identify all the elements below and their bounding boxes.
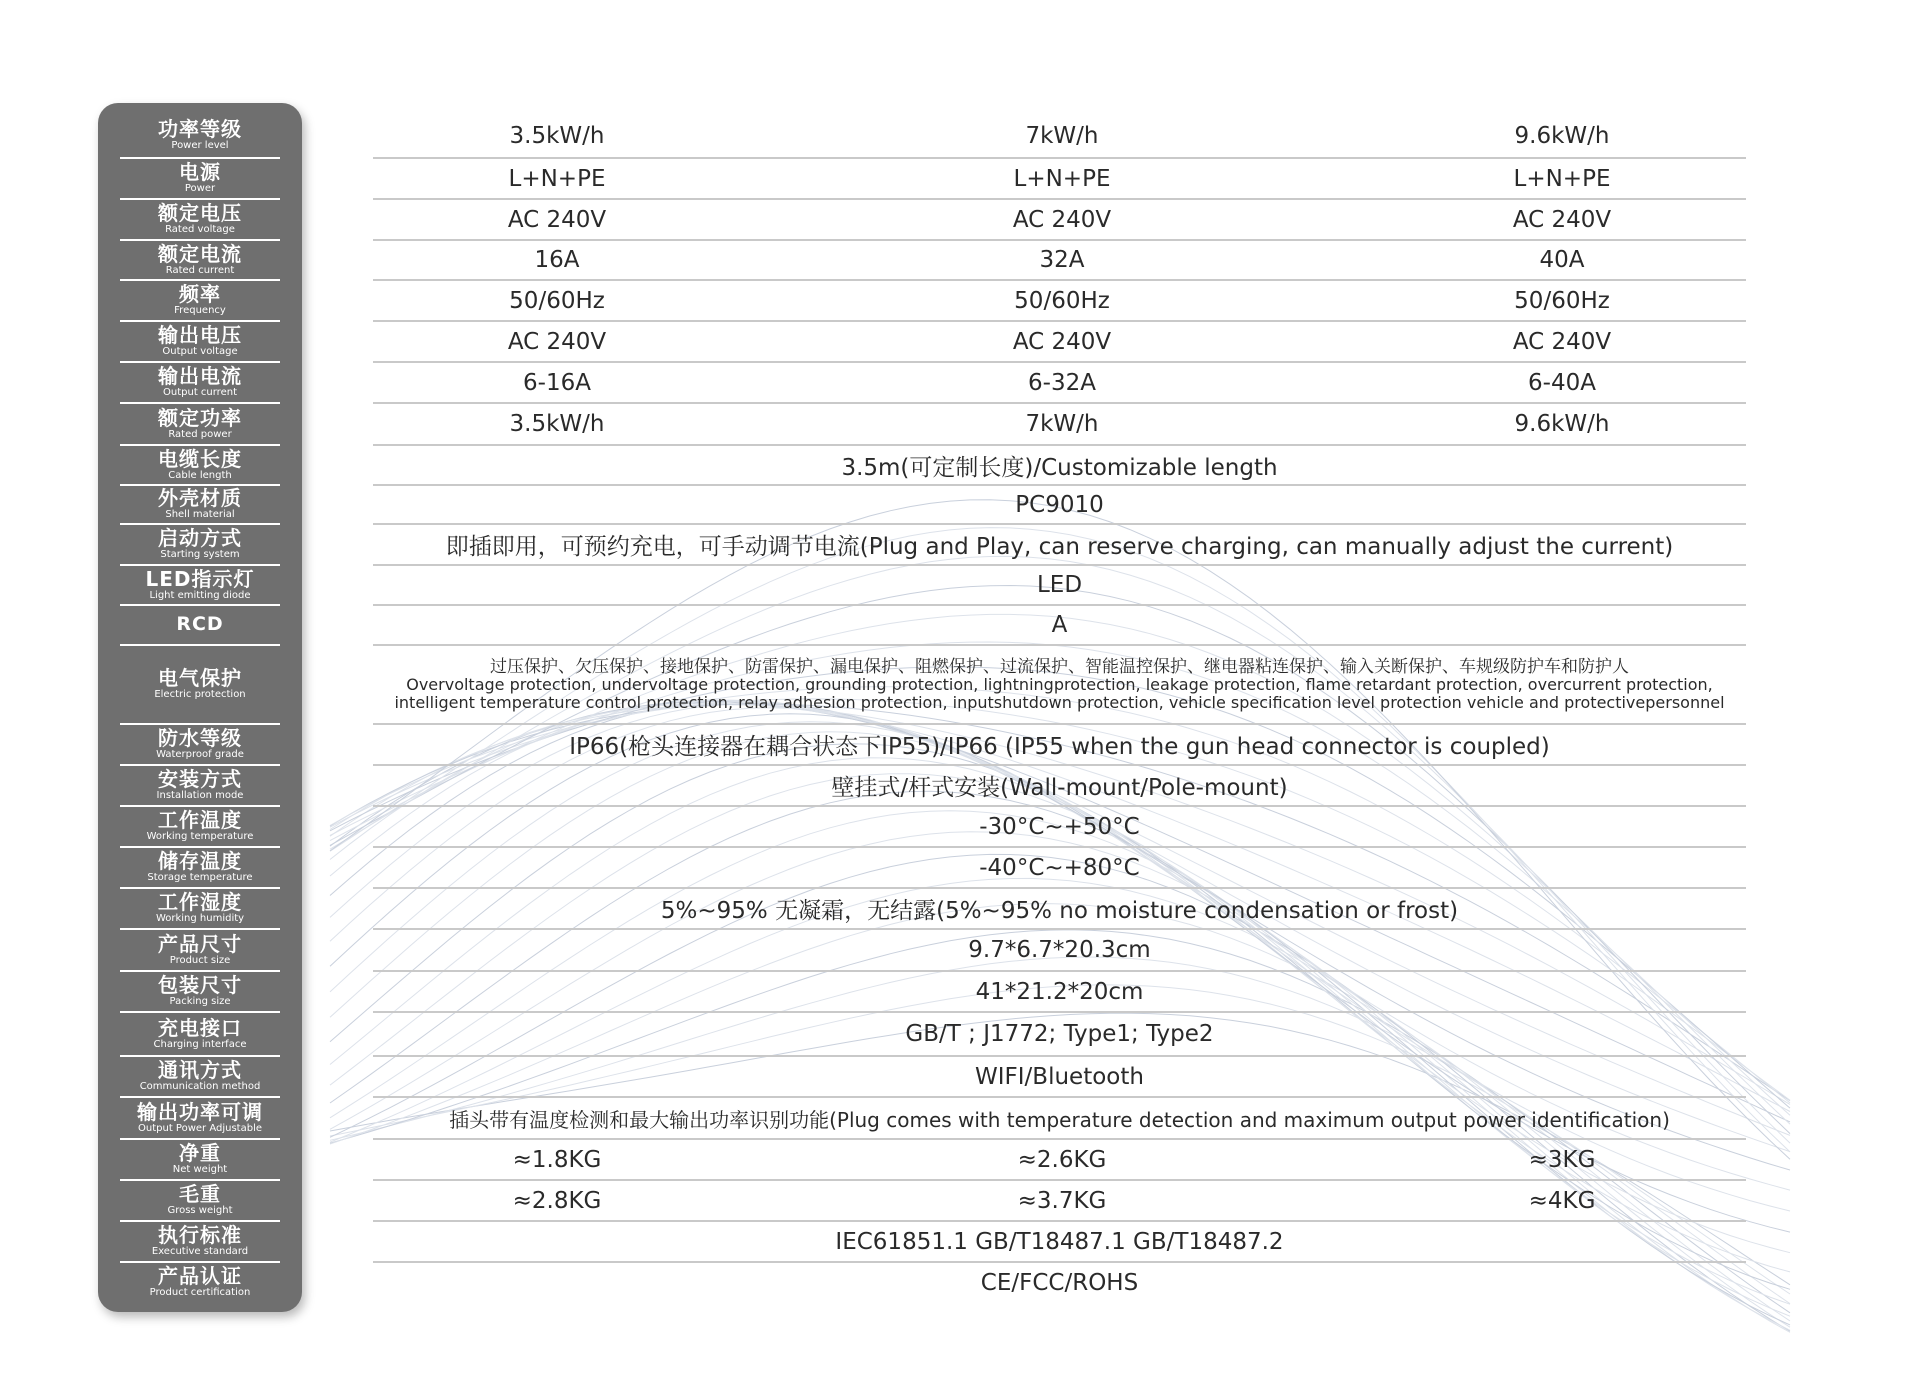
row-label-en: Rated voltage xyxy=(165,224,235,236)
row-label xyxy=(98,766,302,805)
row-label-en: Charging interface xyxy=(153,1038,247,1050)
row-label-en: Shell material xyxy=(165,509,235,521)
row-label-en: Frequency xyxy=(174,305,226,317)
table-row xyxy=(373,241,1746,279)
row-label xyxy=(98,446,302,484)
table-row xyxy=(373,1098,1746,1138)
table-row xyxy=(373,281,1746,320)
row-label-en: Output current xyxy=(163,387,237,399)
row-label xyxy=(98,116,302,155)
row-label-en: Power level xyxy=(171,140,229,152)
value-cell-span: 3.5m(可定制长度)/Customizable length xyxy=(841,454,1278,481)
table-row xyxy=(373,363,1746,402)
row-label-zh: 执行标准 xyxy=(158,1223,242,1248)
value-cell-2: ≈3.7KG xyxy=(1017,1187,1107,1214)
value-cell-span: GB/T ; J1772; Type1; Type2 xyxy=(905,1021,1214,1047)
row-label xyxy=(98,972,302,1011)
row-label-en: Gross weight xyxy=(167,1205,233,1217)
value-cell-span: IP66(枪头连接器在耦合状态下IP55)/IP66 (IP55 when the gun head connector is coupled) xyxy=(569,734,1550,760)
row-label-zh: 毛重 xyxy=(179,1182,221,1207)
value-cell-2: 32A xyxy=(1039,247,1085,273)
row-label-en: Communication method xyxy=(139,1081,261,1093)
value-cell-span: 9.7*6.7*20.3cm xyxy=(968,937,1151,963)
value-cell-2: 7kW/h xyxy=(1025,122,1099,149)
value-cell-span: -40°C~+80°C xyxy=(979,854,1140,881)
row-label-en: Storage temperature xyxy=(147,872,253,884)
table-row xyxy=(373,1263,1746,1302)
row-label xyxy=(98,889,302,928)
row-label-zh: 电缆长度 xyxy=(158,446,242,471)
value-cell-span: 即插即用，可预约充电，可手动调节电流(Plug and Play, can reserve charging, can manually adjust the current) xyxy=(445,534,1674,560)
table-row xyxy=(373,566,1746,604)
value-line: intelligent temperature control protection, relay adhesion protection, inputshutdown protection, vehicle specification level protection vehicle and protectivepersonnel xyxy=(394,692,1725,712)
value-cell-1: ≈2.8KG xyxy=(512,1187,602,1214)
table-row xyxy=(373,200,1746,239)
table-row xyxy=(373,1013,1746,1055)
value-cell-span: 插头带有温度检测和最大输出功率识别功能(Plug comes with temperature detection and maximum output power identification) xyxy=(449,1107,1670,1132)
row-label-en: Working humidity xyxy=(155,913,245,925)
value-cell-1: 3.5kW/h xyxy=(509,411,605,437)
value-cell-3: 6-40A xyxy=(1528,369,1596,396)
value-cell-1: 16A xyxy=(534,247,580,273)
row-label xyxy=(98,525,302,564)
row-label xyxy=(98,322,302,361)
value-cell-1: 6-16A xyxy=(523,369,591,396)
row-label-en: Output Power Adjustable xyxy=(138,1122,262,1134)
table-row xyxy=(373,322,1746,361)
row-label-zh: 工作温度 xyxy=(158,808,242,833)
value-cell-2: 50/60Hz xyxy=(1014,287,1110,314)
row-label-zh: 额定电流 xyxy=(158,241,242,266)
row-label-zh: 额定电压 xyxy=(158,201,242,226)
spec-label-column xyxy=(98,103,302,1312)
table-row xyxy=(373,972,1746,1011)
table-row xyxy=(373,807,1746,846)
value-cell-2: 6-32A xyxy=(1028,369,1096,396)
row-label-zh: 电气保护 xyxy=(158,666,242,691)
row-label-zh: 功率等级 xyxy=(158,117,242,142)
value-cell-1: L+N+PE xyxy=(508,165,606,192)
row-label xyxy=(98,725,302,764)
row-label-en: Net weight xyxy=(172,1164,228,1176)
table-row xyxy=(373,848,1746,887)
table-row xyxy=(373,525,1746,564)
value-cell-2: AC 240V xyxy=(1012,328,1112,355)
row-label xyxy=(98,646,302,723)
row-label xyxy=(98,1013,302,1055)
row-label-zh: 安装方式 xyxy=(158,767,242,792)
table-row xyxy=(373,404,1746,444)
row-label-zh: 产品认证 xyxy=(158,1264,242,1289)
table-row xyxy=(373,1181,1746,1220)
row-label-en: Cable length xyxy=(168,469,232,481)
row-label-en: Product certification xyxy=(149,1287,251,1299)
value-cell-3: AC 240V xyxy=(1512,206,1612,233)
value-cell-3: ≈4KG xyxy=(1528,1187,1596,1214)
table-row xyxy=(373,646,1746,723)
row-label-en: Output voltage xyxy=(162,346,238,358)
row-label xyxy=(98,404,302,444)
row-label xyxy=(98,1222,302,1261)
row-label-en: Starting system xyxy=(160,549,240,561)
table-row xyxy=(373,446,1746,484)
row-label-en: Power xyxy=(184,183,216,195)
value-cell-3: AC 240V xyxy=(1512,328,1612,355)
value-cell-span: PC9010 xyxy=(1015,491,1104,518)
row-label-zh: 工作湿度 xyxy=(158,890,242,915)
row-label-zh: 产品尺寸 xyxy=(158,931,242,956)
row-label xyxy=(98,930,302,970)
row-label xyxy=(98,807,302,846)
value-cell-2: L+N+PE xyxy=(1013,165,1111,192)
row-label-zh: 净重 xyxy=(179,1141,221,1166)
value-line: 过压保护、欠压保护、接地保护、防雷保护、漏电保护、阻燃保护、过流保护、智能温控保护、继电器粘连保护、输入关断保护、车规级防护车和防护人 xyxy=(490,656,1629,677)
value-cell-span: 壁挂式/杆式安装(Wall-mount/Pole-mount) xyxy=(831,775,1288,801)
table-row xyxy=(373,725,1746,764)
row-label-zh: 通讯方式 xyxy=(158,1058,242,1083)
value-cell-3: ≈3KG xyxy=(1528,1146,1596,1173)
row-label xyxy=(98,606,302,644)
row-label-en: Installation mode xyxy=(156,790,244,802)
row-label xyxy=(98,241,302,279)
row-label xyxy=(98,1140,302,1179)
value-cell-multiline xyxy=(373,646,1746,723)
value-cell-3: 40A xyxy=(1539,247,1585,273)
value-cell-2: 7kW/h xyxy=(1025,411,1099,437)
table-row xyxy=(373,930,1746,970)
value-cell-span: A xyxy=(1051,612,1068,638)
row-label-zh: 充电接口 xyxy=(158,1015,242,1040)
row-label-en: Executive standard xyxy=(151,1246,249,1258)
row-label xyxy=(98,281,302,320)
value-cell-span: WIFI/Bluetooth xyxy=(975,1063,1144,1090)
row-label-zh: 包装尺寸 xyxy=(158,973,242,998)
table-row xyxy=(373,486,1746,523)
value-cell-3: 50/60Hz xyxy=(1514,287,1610,314)
value-cell-2: ≈2.6KG xyxy=(1017,1146,1107,1173)
table-row xyxy=(373,766,1746,805)
value-cell-1: 3.5kW/h xyxy=(509,122,605,149)
row-label-en: Electric protection xyxy=(154,689,246,701)
row-label-zh: 电源 xyxy=(179,160,221,185)
row-label-en: Product size xyxy=(169,954,231,966)
row-label-en: Rated power xyxy=(168,428,232,440)
row-label-zh: 输出电流 xyxy=(158,364,242,389)
row-label-zh: 防水等级 xyxy=(158,726,242,751)
value-cell-span: 41*21.2*20cm xyxy=(975,978,1144,1005)
value-cell-3: 9.6kW/h xyxy=(1514,411,1610,437)
value-cell-1: 50/60Hz xyxy=(509,287,605,314)
row-label-zh: 外壳材质 xyxy=(158,486,242,511)
value-cell-1: AC 240V xyxy=(507,206,607,233)
row-label xyxy=(98,200,302,239)
row-label xyxy=(98,159,302,198)
row-label-en: Rated current xyxy=(165,264,235,276)
row-label-zh: RCD xyxy=(176,613,224,636)
value-cell-1: ≈1.8KG xyxy=(512,1146,602,1173)
value-cell-span: IEC61851.1 GB/T18487.1 GB/T18487.2 xyxy=(835,1228,1284,1255)
row-label xyxy=(98,1057,302,1096)
value-cell-span: 5%~95% 无凝霜，无结露(5%~95% no moisture condensation or frost) xyxy=(660,898,1459,924)
value-cell-span: LED xyxy=(1036,572,1083,598)
value-cell-span: CE/FCC/ROHS xyxy=(980,1269,1139,1296)
value-cell-3: L+N+PE xyxy=(1513,165,1611,192)
row-label xyxy=(98,486,302,523)
row-label-zh: 启动方式 xyxy=(158,526,242,551)
row-label-en: Packing size xyxy=(169,996,231,1008)
table-row xyxy=(373,1057,1746,1096)
row-label-zh: LED指示灯 xyxy=(145,566,255,591)
value-cell-2: AC 240V xyxy=(1012,206,1112,233)
row-label xyxy=(98,363,302,402)
table-row xyxy=(373,116,1746,155)
row-label-zh: 储存温度 xyxy=(158,849,242,874)
table-row xyxy=(373,889,1746,928)
value-cell-1: AC 240V xyxy=(507,328,607,355)
row-label-en: Light emitting diode xyxy=(149,589,251,601)
table-row xyxy=(373,159,1746,198)
row-label xyxy=(98,566,302,604)
value-line: Overvoltage protection, undervoltage protection, grounding protection, lightningprotection, leakage protection, flame retardant protection, overcurrent protection, xyxy=(406,675,1713,695)
row-label-zh: 频率 xyxy=(179,282,221,307)
table-row xyxy=(373,1140,1746,1179)
table-row xyxy=(373,1222,1746,1261)
row-label-zh: 额定功率 xyxy=(158,405,242,430)
row-label xyxy=(98,1181,302,1220)
row-label-en: Working temperature xyxy=(146,831,254,843)
row-label xyxy=(98,1263,302,1302)
table-row xyxy=(373,606,1746,644)
value-cell-3: 9.6kW/h xyxy=(1514,122,1610,149)
row-label-zh: 输出功率可调 xyxy=(137,1099,263,1124)
row-label-zh: 输出电压 xyxy=(158,323,242,348)
value-cell-span: -30°C~+50°C xyxy=(979,813,1140,840)
row-label xyxy=(98,1098,302,1138)
row-label-en: Waterproof grade xyxy=(156,749,244,761)
row-label xyxy=(98,848,302,887)
